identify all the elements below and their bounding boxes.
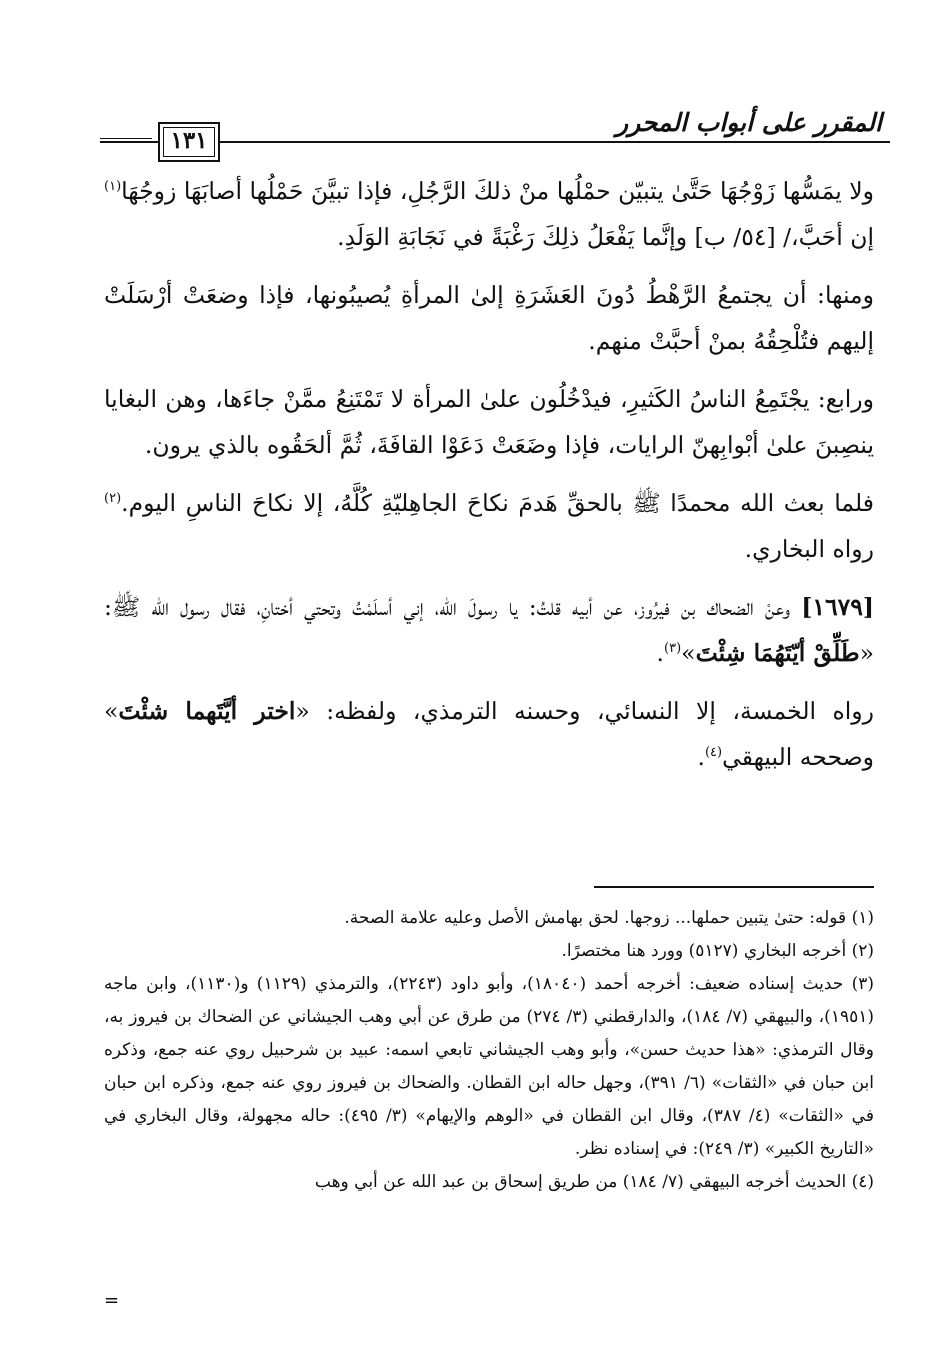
paragraph-6-text: رواه الخمسة، إلا النسائي، وحسنه الترمذي، ولفظه: « <box>295 697 874 725</box>
paragraph-5-end: . <box>656 639 665 667</box>
running-title: المقرر على أبواب المحرر <box>616 108 882 137</box>
footnote-ref-4: (٤) <box>704 745 723 761</box>
page-header <box>100 108 890 158</box>
footnote-ref-3: (٣) <box>664 641 682 657</box>
paragraph-4 <box>104 480 874 572</box>
footnote-ref-2: (٢) <box>104 491 122 507</box>
paragraph-1-tail: إن أحَبَّ،/ [٥٤/ ب] وإنَّما يَفْعَلُ ذلِكَ رَغْبَةً في نَجَابَةِ الوَلَدِ. <box>337 223 874 251</box>
hadith-number: [١٦٧٩] <box>801 593 874 621</box>
paragraph-6-end: . <box>697 743 705 771</box>
hadith-quote: طَلِّقْ أيّتَهُمَا شِئْتَ <box>695 639 860 667</box>
footnote-3: (٣) حديث إسناده ضعيف: أخرجه أحمد (١٨٠٤٠)، وأبو داود (٢٢٤٣)، والترمذي (١١٢٩) و(١١٣٠)، وابن ماجه (١٩٥١)، والبيهقي (٧/ ١٨٤)، والدارقطني (٣/ ٢٧٤) من طرق عن أبي وهب الجيشاني عن الضحاك بن فيروز به، وقال الترمذي: «هذا حديث حسن»، وأبو وهب الجيشاني تابعي اسمه: عبيد بن شرحبيل روي عنه جمع، وذكره ابن حبان في «الثقات» (٦/ ٣٩١)، وجهل حاله ابن القطان. والضحاك بن فيروز روي عنه جمع، وذكره ابن حبان في «الثقات» (٤/ ٣٨٧)، وقال ابن القطان في «الوهم والإيهام» (٣/ ٤٩٥): حاله مجهولة، وقال البخاري في «التاريخ الكبير» (٣/ ٢٤٩): في إسناده نظر. <box>104 974 874 1159</box>
footnote-1: (١) قوله: حتىٰ يتبين حملها... زوجها. لحق بهامش الأصل وعليه علامة الصحة. <box>344 908 874 928</box>
paragraph-5 <box>104 584 874 676</box>
footnote-separator <box>594 886 874 888</box>
paragraph-4-text: فلما بعث الله محمدًا ﷺ بالحقِّ هَدمَ نكاحَ الجاهِليّةِ كُلَّهُ، إلا نكاحَ الناسِ اليوم. <box>121 489 874 517</box>
paragraph-2: ومنها: أن يجتمعُ الرَّهْطُ دُونَ العَشَرَةِ إلىٰ المرأةِ يُصيبُونها، فإذا وضعَتْ أرْسَلَتْ إليهم فتُلْحِقُهُ بمنْ أحبَّتْ منهم. <box>104 281 874 355</box>
paragraph-6 <box>104 688 874 780</box>
paragraph-1-text: ولا يمَسُّها زَوْجُهَا حَتَّىٰ يتبيّن حمْلُها منْ ذلكَ الرَّجُلِ، فإذا تبيَّنَ حَمْلُها أصابَهَا زوجُهَا <box>121 177 874 205</box>
continuation-mark: = <box>104 1290 120 1311</box>
main-text <box>104 168 874 792</box>
paragraph-5-close: » <box>681 639 696 667</box>
footnotes <box>104 902 874 1199</box>
footnote-2: (٢) أخرجه البخاري (٥١٢٧) وورد هنا مختصرًا. <box>561 941 874 961</box>
paragraph-6-tail: » وصححه البيهقي <box>104 697 874 771</box>
header-rule-left <box>100 138 152 139</box>
paragraph-1 <box>104 168 874 260</box>
page-number: ١٣١ <box>158 122 220 162</box>
alternate-wording-quote: اختر أيَّتَهما شئْتَ <box>118 697 296 725</box>
paragraph-4-tail: رواه البخاري. <box>744 535 874 563</box>
footnote-4: (٤) الحديث أخرجه البيهقي (٧/ ١٨٤) من طريق إسحاق بن عبد الله عن أبي وهب <box>314 1172 874 1192</box>
paragraph-5-text: وعنْ الضحاك بن فيرُوز، عن أبيه قلتُ: يا رسولَ الله، إني أسلَمْتُ وتحتي أختانِ، فقال رسول الله ﷺ: « <box>104 593 874 667</box>
paragraph-3: ورابع: يجْتَمِعُ الناسُ الكَثيرِ، فيدْخُلُون علىٰ المرأة لا تَمْتَنِعُ ممَّنْ جاءَها، وهن البغايا ينصِبنَ علىٰ أبْوابِهنّ الرايات، فإذا وضَعَتْ دَعَوْا القافَةَ، ثُمَّ ألحَقُوه بالذي يرون. <box>104 385 874 459</box>
footnote-ref-1: (١) <box>104 179 122 195</box>
